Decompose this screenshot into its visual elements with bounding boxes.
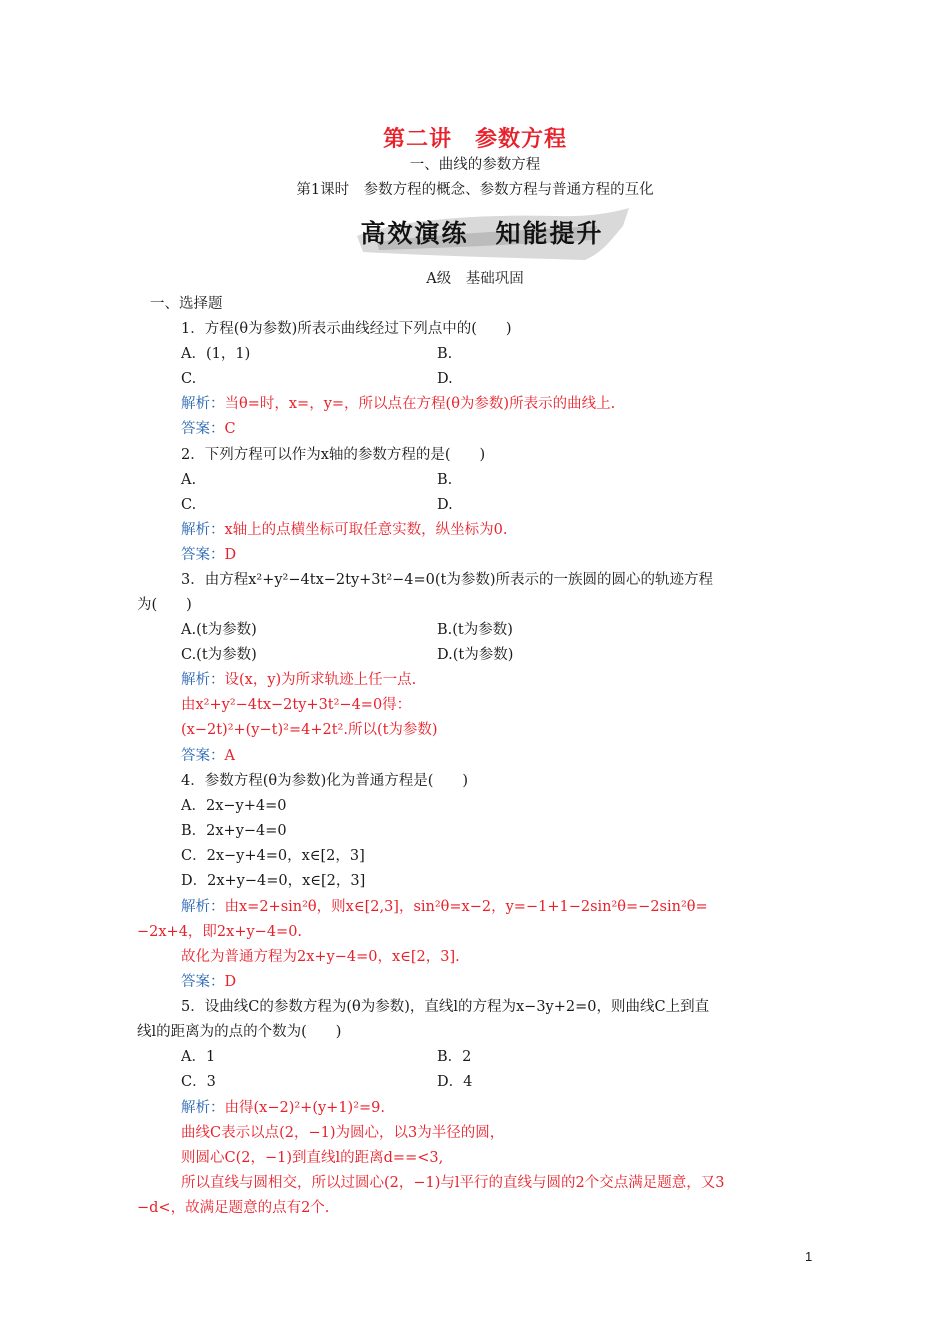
q4-option-b: B．2x+y−4=0 (181, 823, 287, 839)
q3-option-a: A.(t为参数) (181, 622, 257, 638)
q1-analysis: 解析：当θ=时，x=，y=，所以点在方程(θ为参数)所表示的曲线上. (181, 396, 616, 412)
q1-option-b: B. (437, 346, 453, 362)
q1-option-d: D. (437, 371, 453, 387)
q3-option-c: C.(t为参数) (181, 647, 257, 663)
q4-answer: 答案：D (181, 974, 237, 990)
q5-analysis-3: 则圆心C(2，−1)到直线l的距离d==<3, (181, 1150, 444, 1166)
label-prefix: 答案： (181, 421, 225, 437)
q2-option-c: C. (181, 497, 197, 513)
q4-option-c: C．2x−y+4=0，x∈[2，3] (181, 848, 365, 864)
question-3-stem-cont: 为( ) (137, 597, 192, 613)
q5-option-a: A．1 (181, 1049, 216, 1065)
question-4-stem: 4．参数方程(θ为参数)化为普通方程是( ) (181, 773, 469, 789)
lesson-title: 第1课时 参数方程的概念、参数方程与普通方程的互化 (296, 182, 654, 198)
label-prefix: 答案： (181, 547, 225, 563)
question-5-stem: 5．设曲线C的参数方程为(θ为参数)，直线l的方程为x−3y+2=0，则曲线C上到直 (181, 999, 710, 1015)
section-heading: 一、选择题 (150, 296, 223, 312)
q5-option-d: D．4 (437, 1074, 473, 1090)
page-title: 第二讲 参数方程 (382, 127, 567, 152)
q3-option-d: D.(t为参数) (437, 647, 514, 663)
question-5-stem-cont: 线l的距离为的点的个数为( ) (137, 1024, 342, 1040)
label-prefix: 答案： (181, 974, 225, 990)
section-subtitle: 一、曲线的参数方程 (409, 157, 541, 173)
q3-option-b: B.(t为参数) (437, 622, 513, 638)
q3-answer: 答案：A (181, 748, 235, 764)
label-prefix: 解析： (181, 899, 225, 915)
label-prefix: 解析： (181, 522, 225, 538)
q2-option-a: A. (181, 472, 197, 488)
q1-answer: 答案：C (181, 421, 236, 437)
label-prefix: 解析： (181, 672, 225, 688)
q5-analysis-4: 所以直线与圆相交，所以过圆心(2，−1)与l平行的直线与圆的2个交点满足题意，又3 (181, 1175, 725, 1191)
page-number: 1 (805, 1249, 813, 1264)
q2-answer: 答案：D (181, 547, 237, 563)
q4-analysis-2: −2x+4，即2x+y−4=0. (137, 924, 303, 940)
q3-analysis-1: 解析：设(x，y)为所求轨迹上任一点. (181, 672, 417, 688)
q4-analysis-3: 故化为普通方程为2x+y−4=0，x∈[2，3]. (181, 949, 460, 965)
q3-analysis-2: 由x²+y²−4tx−2ty+3t²−4=0得： (181, 697, 412, 713)
q5-analysis-2: 曲线C表示以点(2，−1)为圆心，以3为半径的圆， (181, 1125, 505, 1141)
q5-option-c: C．3 (181, 1074, 216, 1090)
banner-title: 高效演练 知能提升 (360, 219, 604, 248)
q1-option-c: C. (181, 371, 197, 387)
label-prefix: 解析： (181, 1100, 225, 1116)
q5-analysis-1: 解析：由得(x−2)²+(y+1)²=9. (181, 1100, 386, 1116)
banner (357, 206, 632, 262)
question-3-stem: 3．由方程x²+y²−4tx−2ty+3t²−4=0(t为参数)所表示的一族圆的圆心的轨迹方程 (181, 572, 714, 588)
q5-analysis-5: −d<，故满足题意的点有2个. (137, 1200, 330, 1216)
q2-option-d: D. (437, 497, 453, 513)
q4-analysis-1: 解析：由x=2+sin²θ，则x∈[2,3]，sin²θ=x−2，y=−1+1−2sin²θ=−2sin²θ= (181, 899, 708, 915)
q3-analysis-3: (x−2t)²+(y−t)²=4+2t².所以(t为参数) (181, 722, 438, 738)
q4-option-a: A．2x−y+4=0 (181, 798, 287, 814)
level-heading: A级 基础巩固 (426, 271, 524, 287)
label-prefix: 解析： (181, 396, 225, 412)
label-prefix: 答案： (181, 748, 225, 764)
question-2-stem: 2．下列方程可以作为x轴的参数方程的是( ) (181, 447, 486, 463)
q1-option-a: A．(1，1) (181, 346, 251, 362)
q5-option-b: B．2 (437, 1049, 472, 1065)
q4-option-d: D．2x+y−4=0，x∈[2，3] (181, 873, 366, 889)
question-1-stem: 1．方程(θ为参数)所表示曲线经过下列点中的( ) (181, 321, 512, 337)
q2-option-b: B. (437, 472, 453, 488)
q2-analysis: 解析：x轴上的点横坐标可取任意实数，纵坐标为0. (181, 522, 508, 538)
